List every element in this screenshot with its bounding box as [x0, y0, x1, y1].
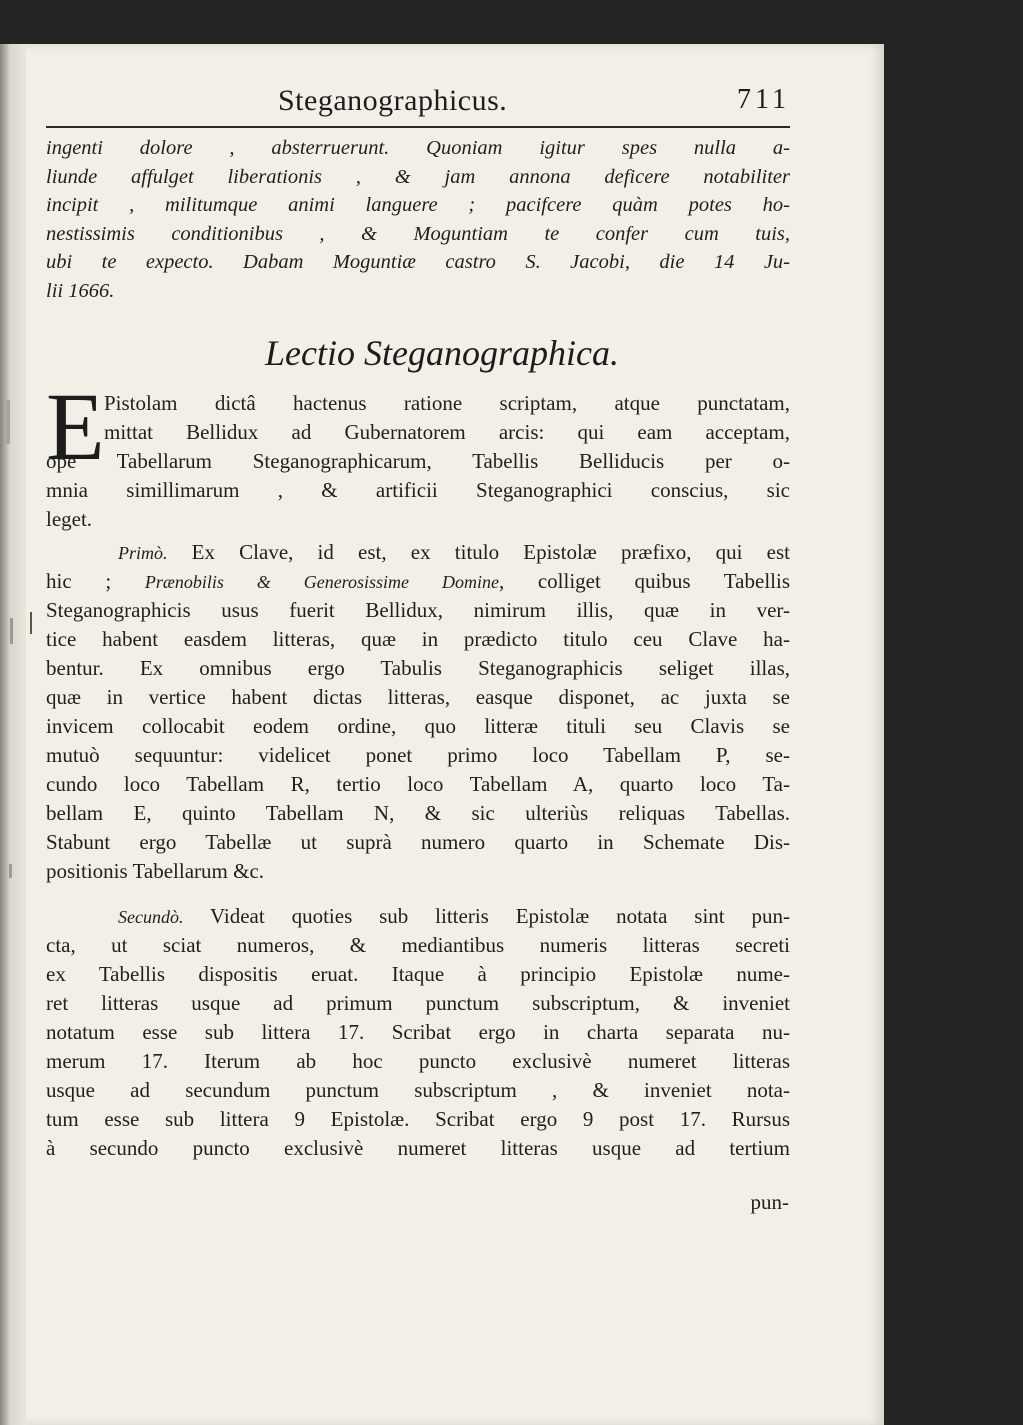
text-line: nestissimis conditionibus , & Moguntiam te confer cum tuis,: [46, 222, 790, 245]
bleed-mark: [30, 612, 32, 634]
text-line: [46, 567, 790, 596]
line-italic: Prænobilis & Generosissime Domine: [144, 572, 499, 592]
text-line: ex Tabellis dispositis eruat. Itaque à principio Epistolæ nume-: [46, 962, 790, 986]
text-line: mittat Bellidux ad Gubernatorem arcis: qui eam acceptam,: [104, 420, 790, 444]
bleed-mark: [9, 864, 12, 878]
section-title: Lectio Steganographica.: [265, 333, 619, 373]
text-line: leget.: [46, 507, 93, 531]
text-line: tice habent easdem litteras, quæ in prædicto titulo ceu Clave ha-: [46, 627, 790, 651]
opening-text: [46, 134, 790, 306]
text-line: Steganographicis usus fuerit Bellidux, nimirum illis, quæ in ver-: [46, 598, 790, 622]
line-text: Ex Clave, id est, ex titulo Epistolæ præfixo, qui est: [191, 540, 790, 564]
bleed-mark: [6, 400, 10, 444]
header-rule: [46, 126, 790, 128]
text-line: bentur. Ex omnibus ergo Tabulis Steganographicis seliget illas,: [46, 656, 790, 680]
text-line: tum esse sub littera 9 Epistolæ. Scribat ergo 9 post 17. Rursus: [46, 1107, 790, 1131]
catchword: pun-: [750, 1190, 789, 1214]
page-header: [46, 84, 790, 124]
text-line: [46, 902, 790, 931]
text-line: [46, 538, 790, 567]
text-line: incipit , militumque animi languere ; pacifcere quàm potes ho-: [46, 194, 790, 217]
text-line: usque ad secundum punctum subscriptum , & inveniet nota-: [46, 1078, 790, 1102]
bleed-mark: [10, 618, 13, 644]
text-line: positionis Tabellarum &c.: [46, 859, 265, 883]
text-line: ret litteras usque ad primum punctum subscriptum, & inveniet: [46, 991, 790, 1015]
text-line: Pistolam dictâ hactenus ratione scriptam, atque punctatam,: [104, 391, 790, 415]
text-line: notatum esse sub littera 17. Scribat ergo in charta separata nu-: [46, 1020, 790, 1044]
lead-word: Primò.: [118, 543, 168, 563]
text-line: lii 1666.: [46, 279, 115, 302]
text-line: à secundo puncto exclusivè numeret litteras usque ad tertium: [46, 1136, 790, 1160]
text-line: cta, ut sciat numeros, & mediantibus numeris litteras secreti: [46, 933, 790, 957]
paragraph-primo: [46, 538, 790, 886]
text-line: merum 17. Iterum ab hoc puncto exclusivè numeret litteras: [46, 1049, 790, 1073]
drop-cap: E: [46, 373, 105, 480]
text-line: mnia simillimarum , & artificii Steganographici conscius, sic: [46, 478, 790, 502]
text-line: bellam E, quinto Tabellam N, & sic ulteriùs reliquas Tabellas.: [46, 801, 790, 825]
running-title: Steganographicus.: [278, 84, 508, 117]
text-line: cundo loco Tabellam R, tertio loco Tabellam A, quarto loco Ta-: [46, 772, 790, 796]
text-line: quæ in vertice habent dictas litteras, easque disponet, ac juxta se: [46, 685, 790, 709]
page-number: 711: [737, 84, 790, 115]
text-line: mutuò sequuntur: videlicet ponet primo loco Tabellam P, se-: [46, 743, 790, 767]
text-line: Stabunt ergo Tabellæ ut suprà numero quarto in Schemate Dis-: [46, 830, 790, 854]
paragraph-secundo: [46, 902, 790, 1163]
text-line: liunde affulget liberationis , & jam annona deficere notabiliter: [46, 165, 790, 188]
line-text: hic ;: [46, 569, 112, 593]
text-line: invicem collocabit eodem ordine, quo litteræ tituli seu Clavis se: [46, 714, 790, 738]
lead-word: Secundò.: [118, 907, 184, 927]
text-line: ope Tabellarum Steganographicarum, Tabellis Belliducis per o-: [46, 449, 790, 473]
line-text: , colliget quibus Tabellis: [498, 569, 790, 593]
paragraph-intro: [46, 389, 790, 534]
text-line: ubi te expecto. Dabam Moguntiæ castro S. Jacobi, die 14 Ju-: [46, 251, 790, 274]
line-text: Videat quoties sub litteris Epistolæ notata sint pun-: [209, 904, 790, 928]
gutter-shadow: [0, 44, 10, 1425]
text-line: ingenti dolore , absterruerunt. Quoniam igitur spes nulla a-: [46, 137, 790, 159]
